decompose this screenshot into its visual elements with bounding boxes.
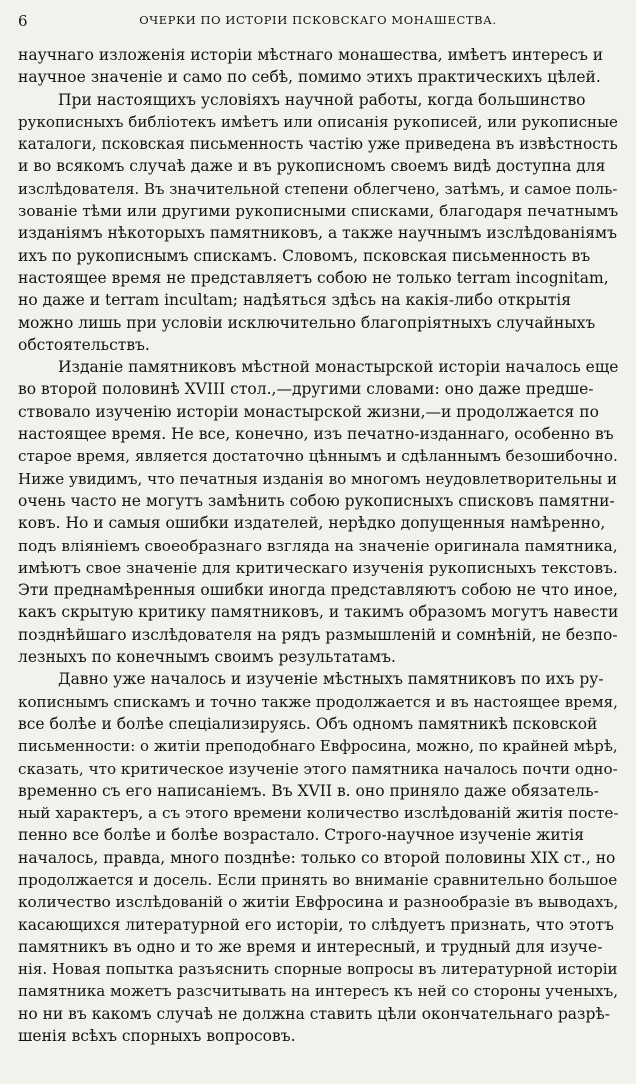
page-number: 6 bbox=[18, 12, 28, 30]
text-line: каталоги, псковская письменность частію уже приведена въ извѣстность bbox=[18, 135, 618, 154]
text-line: но ни въ какомъ случаѣ не должна ставить цѣли окончательнаго разрѣ- bbox=[18, 1004, 610, 1023]
text-line: кописнымъ спискамъ и точно также продолжается и въ настоящее время, bbox=[18, 692, 618, 711]
text-line: касающихся литературной его исторіи, то слѣдуетъ признать, что этотъ bbox=[18, 915, 614, 934]
text-line: зованіе тѣми или другими рукописными списками, благодаря печатнымъ bbox=[18, 202, 619, 221]
text-line: имѣютъ свое значеніе для критическаго изученія рукописныхъ текстовъ. bbox=[18, 558, 618, 577]
text-line: шенія всѣхъ спорныхъ вопросовъ. bbox=[18, 1027, 296, 1046]
text-line: временно съ его написаніемъ. Въ XVII в. оно приняло даже обязатель- bbox=[18, 781, 599, 800]
text-line: Эти преднамѣренныя ошибки иногда представляютъ собою не что иное, bbox=[18, 581, 618, 600]
text-line: настоящее время не представляетъ собою не только terram incognitam, bbox=[18, 268, 609, 287]
text-line: обстоятельствъ. bbox=[18, 335, 150, 354]
text-line: научное значеніе и само по себѣ, помимо этихъ практическихъ цѣлей. bbox=[18, 68, 601, 87]
text-line: ствовало изученію исторіи монастырской жизни,—и продолжается по bbox=[18, 402, 599, 421]
text-line: ковъ. Но и самыя ошибки издателей, нерѣдко допущенныя намѣренно, bbox=[18, 514, 606, 533]
text-line: письменности: о житіи преподобнаго Евфросина, можно, по крайней мѣрѣ, bbox=[18, 737, 618, 756]
text-line: сказать, что критическое изученіе этого памятника началось почти одно- bbox=[18, 759, 618, 778]
text-line: все болѣе и болѣе спеціализируясь. Объ одномъ памятникѣ псковской bbox=[18, 714, 598, 733]
body-text bbox=[18, 44, 618, 1047]
text-line: продолжается и досель. Если принять во вниманіе сравнительно большое bbox=[18, 870, 618, 889]
text-line: и во всякомъ случаѣ даже и въ рукописномъ своемъ видѣ доступна для bbox=[18, 157, 606, 176]
text-line: началось, правда, много позднѣе: только со второй половины XIX ст., но bbox=[18, 848, 616, 867]
text-line: нія. Новая попытка разъяснить спорные вопросы въ литературной исторіи bbox=[18, 960, 618, 979]
text-line: изданіямъ нѣкоторыхъ памятниковъ, а также научнымъ изслѣдованіямъ bbox=[18, 224, 617, 243]
text-line: пенно все болѣе и болѣе возрастало. Строго-научное изученіе житія bbox=[18, 826, 584, 845]
text-line: подъ вліяніемъ своеобразнаго взгляда на значеніе оригинала памятника, bbox=[18, 536, 618, 555]
page-header bbox=[18, 10, 618, 32]
text-line: настоящее время. Не все, конечно, изъ печатно-изданнаго, особенно въ bbox=[18, 425, 614, 444]
text-line: ихъ по рукописнымъ спискамъ. Словомъ, псковская письменность въ bbox=[18, 246, 591, 265]
text-line: можно лишь при условіи исключительно благопріятныхъ случайныхъ bbox=[18, 313, 596, 332]
text-line: но даже и terram incultam; надѣяться здѣсь на какія-либо открытія bbox=[18, 291, 572, 310]
text-line: какъ скрытую критику памятниковъ, и такимъ образомъ могутъ навести bbox=[18, 603, 619, 622]
text-line: рукописныхъ библіотекъ имѣетъ или описанія рукописей, или рукописные bbox=[18, 112, 618, 131]
text-line: Изданіе памятниковъ мѣстной монастырской исторіи началось еще bbox=[58, 358, 619, 377]
text-line: научнаго изложенія исторіи мѣстнаго монашества, имѣетъ интересъ и bbox=[18, 46, 604, 64]
text-line: памятника можетъ разсчитывать на интересъ къ ней со стороны ученыхъ, bbox=[18, 982, 619, 1001]
text-line: изслѣдователя. Въ значительной степени облегчено, затѣмъ, и самое поль- bbox=[18, 179, 618, 198]
text-line: позднѣйшаго изслѣдователя на рядъ размышленій и сомнѣній, не безпо- bbox=[18, 625, 618, 644]
text-line: ный характеръ, а съ этого времени количество изслѣдованій житія посте- bbox=[18, 804, 619, 823]
running-title: ОЧЕРКИ ПО ИСТОРІИ ПСКОВСКАГО МОНАШЕСТВА. bbox=[139, 13, 497, 27]
text-line: количество изслѣдованій о житіи Евфросина и разнообразіе въ выводахъ, bbox=[18, 893, 619, 912]
text-line: очень часто не могутъ замѣнить собою рукописныхъ списковъ памятни- bbox=[18, 491, 615, 510]
text-line: Давно уже началось и изученіе мѣстныхъ памятниковъ по ихъ ру- bbox=[58, 670, 604, 689]
text-line: лезныхъ по конечнымъ своимъ результатамъ. bbox=[18, 648, 396, 667]
text-line: памятникъ въ одно и то же время и интересный, и трудный для изуче- bbox=[18, 937, 603, 956]
text-line: во второй половинѣ XVIII стол.,—другими словами: оно даже предше- bbox=[18, 380, 594, 399]
text-line: При настоящихъ условіяхъ научной работы, когда большинство bbox=[58, 90, 586, 109]
text-line: Ниже увидимъ, что печатныя изданія во многомъ неудовлетворительны и bbox=[18, 469, 618, 488]
text-line: старое время, является достаточно цѣннымъ и сдѣланнымъ безошибочно. bbox=[18, 447, 618, 466]
